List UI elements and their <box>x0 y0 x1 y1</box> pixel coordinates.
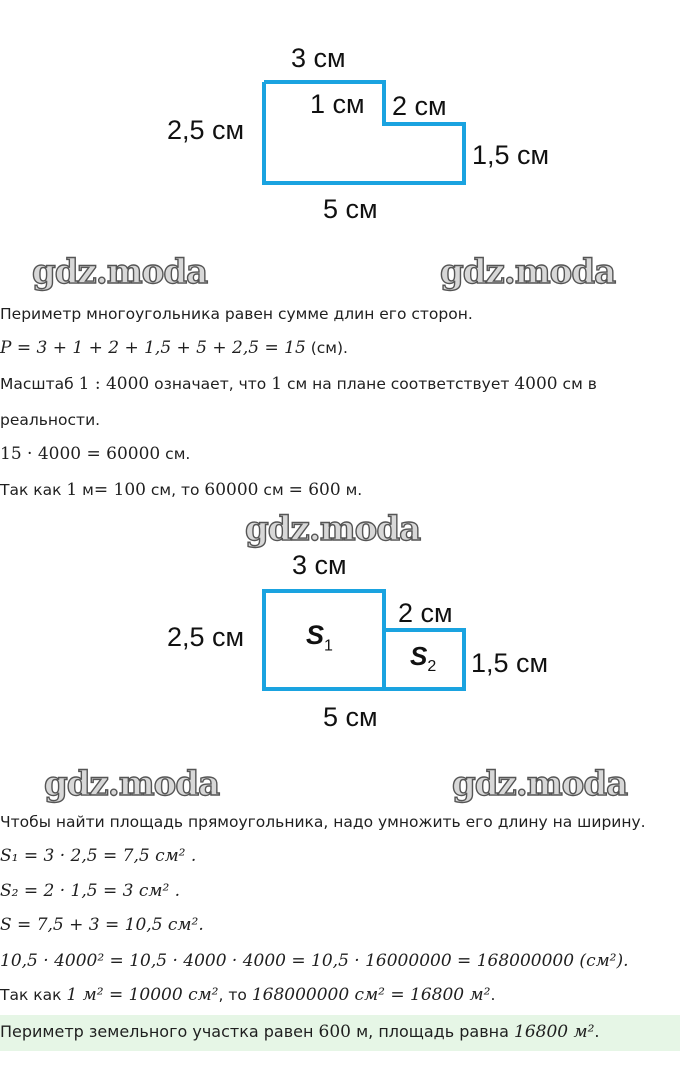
text-line-area-conversion: Так как 1 м² = 10000 см², то 168000000 см² = 16800 м². <box>0 985 496 1005</box>
text-line-scale: Масштаб 1 : 4000 означает, что 1 см на плане соответствует 4000 см в <box>0 374 597 394</box>
figure-2-left-label: 2,5 см <box>167 622 245 652</box>
figure-1-top-label: 3 см <box>291 43 346 73</box>
watermark: gdz.moda <box>32 252 208 292</box>
figure-2-top-label: 3 см <box>292 550 347 580</box>
formula-s1: S₁ = 3 · 2,5 = 7,5 см² . <box>0 846 197 866</box>
watermark: gdz.moda <box>440 252 616 292</box>
figure-1-right-label: 1,5 см <box>472 140 550 170</box>
formula-s2: S₂ = 2 · 1,5 = 3 см² . <box>0 881 181 901</box>
figure-2-right-label: 1,5 см <box>471 648 549 678</box>
text-line-reality: реальности. <box>0 411 101 429</box>
answer-text: Периметр земельного участка равен 600 м, площадь равна 16800 м². <box>0 1022 600 1042</box>
figure-2-s1-label: $S_1$ <box>306 620 333 655</box>
watermark: gdz.moda <box>245 509 421 549</box>
figure-2-bottom-label: 5 см <box>323 702 378 732</box>
formula-perimeter: P = 3 + 1 + 2 + 1,5 + 5 + 2,5 = 15 <box>0 338 306 358</box>
watermark: gdz.moda <box>452 764 628 804</box>
figure-2-right-top-label: 2 см <box>398 598 453 628</box>
text-line-real-perimeter: 15 · 4000 = 60000 см. <box>0 444 191 464</box>
formula-s-total: S = 7,5 + 3 = 10,5 см². <box>0 915 204 935</box>
text-line-perimeter-definition: Периметр многоугольника равен сумме длин его сторон. <box>0 305 473 323</box>
text-line-perimeter-formula: P = 3 + 1 + 2 + 1,5 + 5 + 2,5 = 15 (см). <box>0 338 348 358</box>
figure-1-left-label: 2,5 см <box>167 115 245 145</box>
text-line-conversion: Так как 1 м= 100 см, то 60000 см = 600 м. <box>0 480 363 500</box>
watermark: gdz.moda <box>44 764 220 804</box>
figure-2-s2-label: $S_2$ <box>410 641 437 676</box>
figure-1-step-label: 1 см <box>310 89 365 119</box>
formula-real-area: 10,5 · 4000² = 10,5 · 4000 · 4000 = 10,5 · 16000000 = 168000000 (см²). <box>0 951 629 971</box>
figure-1-right-top-label: 2 см <box>392 91 447 121</box>
text-line-area-definition: Чтобы найти площадь прямоугольника, надо умножить его длину на ширину. <box>0 813 646 831</box>
figure-1-bottom-label: 5 см <box>323 194 378 224</box>
